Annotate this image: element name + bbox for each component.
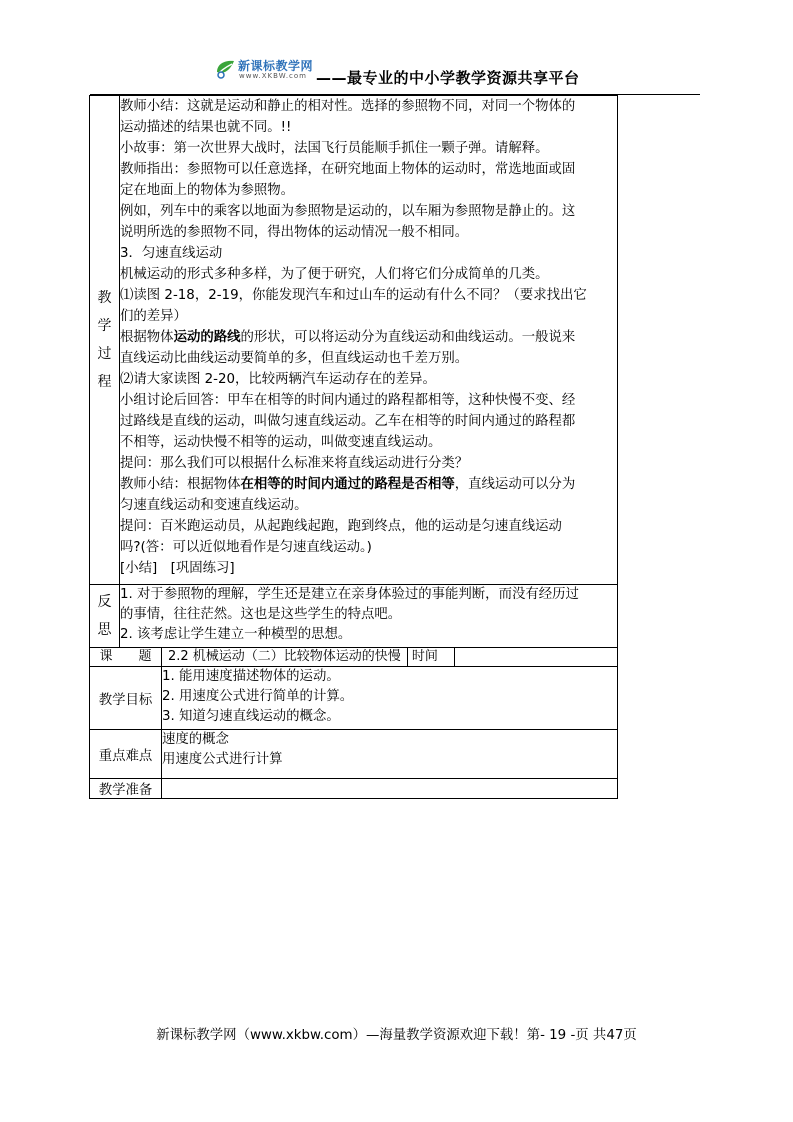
text-line: 3. 知道匀速直线运动的概念。 [162, 709, 340, 724]
prep-label: 教学准备 [90, 779, 162, 799]
prep-content[interactable] [162, 779, 618, 799]
text-line: 小故事：第一次世界大战时，法国飞行员能顺手抓住一颗子弹。请解释。 [120, 141, 549, 156]
text-line: 不相等，运动快慢不相等的运动，叫做变速直线运动。 [120, 435, 442, 450]
text-line: 运动描述的结果也就不同。!! [120, 120, 292, 135]
lesson-plan-table [89, 95, 618, 799]
logo-leaf-icon [214, 58, 236, 80]
logo-url: www.XKBW.com [239, 72, 307, 80]
goals-row [90, 667, 618, 730]
text-line: ⑴读图 2-18，2-19，你能发现汽车和过山车的运动有什么不同？（要求找出它 [120, 288, 587, 303]
bold-phrase: 运动的路线 [173, 330, 241, 345]
text-line: 1. 对于参照物的理解，学生还是建立在亲身体验过的事能判断，而没有经历过 [120, 587, 579, 602]
time-value[interactable] [455, 648, 617, 666]
process-content [120, 96, 618, 585]
bold-phrase: 在相等的时间内通过的路程是否相等 [240, 477, 455, 492]
process-row [90, 96, 618, 585]
text-line: 提问：那么我们可以根据什么标准来将直线运动进行分类？ [120, 456, 469, 471]
text-line: 教师指出：参照物可以任意选择，在研究地面上物体的运动时，常选地面或固 [120, 162, 576, 177]
key-points-label: 重点难点 [90, 730, 162, 779]
text-line: 提问：百米跑运动员，从起跑线起跑，跑到终点，他的运动是匀速直线运动 [120, 519, 562, 534]
reflection-side-label: 反 思 [90, 585, 120, 648]
lesson-label: 课 题 [90, 648, 162, 667]
text-line: [小结] [巩固练习] [120, 561, 235, 576]
lesson-title: 2.2 机械运动（二）比较物体运动的快慢 [162, 648, 408, 666]
lesson-title-row [90, 648, 618, 667]
text-line: 用速度公式进行计算 [162, 752, 283, 767]
text-line: 定在地面上的物体为参照物。 [120, 183, 295, 198]
text-line: 3．匀速直线运动 [120, 246, 223, 261]
text-line: 速度的概念 [162, 732, 229, 747]
text-line: 们的差异） [120, 309, 187, 324]
key-points-row [90, 730, 618, 779]
reflection-content [120, 585, 618, 648]
header-slogan: ——最专业的中小学教学资源共享平台 [316, 69, 580, 87]
text-line: 的事情，往往茫然。这也是这些学生的特点吧。 [120, 607, 402, 622]
goals-content [162, 667, 618, 730]
text-line: 说明所选的参照物不同，得出物体的运动情况一般不相同。 [120, 225, 469, 240]
time-label: 时间 [408, 648, 455, 666]
text-line: 2. 该考虑让学生建立一种模型的思想。 [120, 627, 352, 642]
logo-title: 新课标教学网 [238, 59, 314, 73]
prep-row [90, 779, 618, 799]
text-line: 匀速直线运动和变速直线运动。 [120, 498, 308, 513]
text-line: 小组讨论后回答：甲车在相等的时间内通过的路程都相等，这种快慢不变、经 [120, 393, 576, 408]
goals-label: 教学目标 [90, 667, 162, 730]
text-line: 机械运动的形式多种多样，为了便于研究，人们将它们分成简单的几类。 [120, 267, 549, 282]
text-line: 例如，列车中的乘客以地面为参照物是运动的，以车厢为参照物是静止的。这 [120, 204, 576, 219]
text-line: 直线运动比曲线运动要简单的多，但直线运动也千差万别。 [120, 351, 469, 366]
text-line: 过路线是直线的运动，叫做匀速直线运动。乙车在相等的时间内通过的路程都 [120, 414, 576, 429]
reflection-row [90, 585, 618, 648]
text-line: ⑵请大家读图 2-20，比较两辆汽车运动存在的差异。 [120, 372, 436, 387]
key-points-content [162, 730, 618, 779]
process-side-label: 教 学 过 程 [90, 96, 120, 585]
text-line: 2. 用速度公式进行简单的计算。 [162, 689, 354, 704]
text-line: 根据物体运动的路线的形状，可以将运动分为直线运动和曲线运动。一般说来 [120, 330, 576, 345]
page-footer: 新课标教学网（www.xkbw.com）—海量教学资源欢迎下载！第- 19 -页 共47页 [156, 1028, 637, 1043]
text-line: 教师小结：这就是运动和静止的相对性。选择的参照物不同，对同一个物体的 [120, 99, 576, 114]
text-line: 吗?(答：可以近似地看作是匀速直线运动。) [120, 540, 372, 555]
text-line: 教师小结：根据物体在相等的时间内通过的路程是否相等，直线运动可以分为 [120, 477, 576, 492]
page-header [90, 54, 700, 96]
text-line: 1. 能用速度描述物体的运动。 [162, 669, 340, 684]
lesson-title-cell [162, 648, 618, 667]
